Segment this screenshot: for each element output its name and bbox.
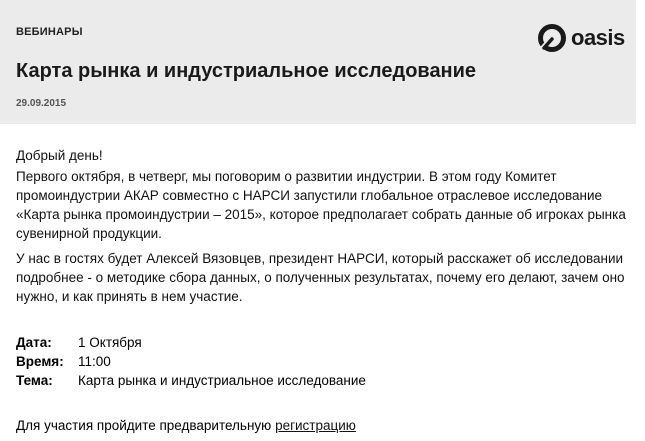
category-label: ВЕБИНАРЫ <box>16 26 83 38</box>
intro-paragraph: Первого октября, в четверг, мы поговорим о развитии индустрии. В этом году Комитет промоиндустрии АКАР совместно с НАРСИ запустили глобальное отраслевое исследование «Карта рынка промоиндустрии – 2015», которое предполагает собрать данные об игроках рынка сувенирной продукции. <box>16 169 626 241</box>
oasis-logo-icon <box>537 23 567 53</box>
oasis-logo[interactable] <box>537 22 625 54</box>
logo-text: oasis <box>571 25 625 50</box>
event-time-label: Время: <box>16 354 64 369</box>
header-banner <box>0 0 636 124</box>
event-time-row <box>16 352 366 371</box>
event-time-value: 11:00 <box>78 354 111 369</box>
event-topic-value: Карта рынка и индустриальное исследование <box>78 373 366 388</box>
event-topic-label: Тема: <box>16 373 53 388</box>
greeting-text: Добрый день! <box>16 148 103 163</box>
event-date-row <box>16 333 366 352</box>
registration-link[interactable]: регистрацию <box>275 418 356 433</box>
event-topic-row <box>16 371 366 390</box>
guest-paragraph: У нас в гостях будет Алексей Вязовцев, президент НАРСИ, который расскажет об исследовании подробнее - о методике сбора данных, о полученных результатах, почему его делают, зачем оно нужно, и как принять в нем участие. <box>16 251 625 304</box>
registration-text: Для участия пройдите предварительную <box>16 418 276 433</box>
event-details <box>16 333 366 390</box>
event-date-label: Дата: <box>16 335 52 350</box>
page-title: Карта рынка и индустриальное исследование <box>16 60 477 82</box>
event-date-value: 1 Октября <box>78 335 142 350</box>
article-body <box>16 146 628 312</box>
registration-prompt <box>16 416 356 435</box>
publish-date: 29.09.2015 <box>16 98 67 109</box>
